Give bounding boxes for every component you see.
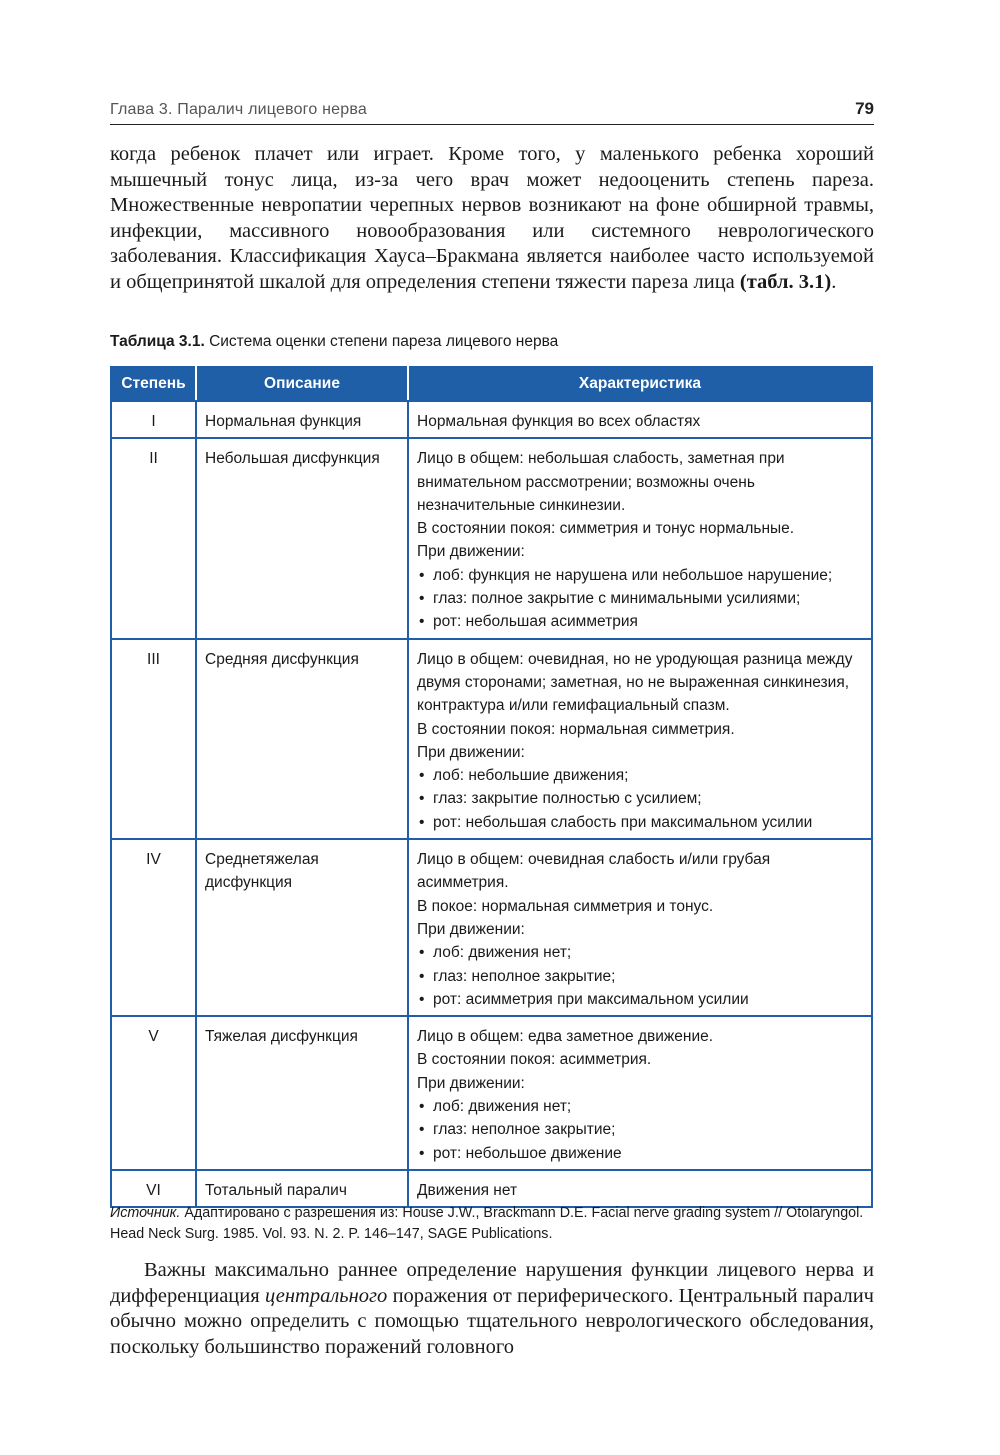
characteristic-bullet: • рот: небольшая слабость при максимальном усилии <box>417 811 863 834</box>
grading-table <box>110 366 873 1208</box>
table-row <box>111 1016 872 1170</box>
paragraph-intro <box>110 142 874 295</box>
table-caption <box>110 333 874 351</box>
paragraph-followup-part1: Важны максимально раннее определение нарушения функции лицевого нерва и дифференциация <box>110 1259 874 1307</box>
paragraph-followup <box>110 1258 874 1360</box>
characteristic-line: Лицо в общем: очевидная, но не уродующая разница между двумя сторонами; заметная, но не выраженная синкинезия, контрактура и/или гемифациальный спазм. <box>417 650 853 715</box>
characteristic-line: Лицо в общем: едва заметное движение. <box>417 1028 714 1046</box>
characteristic-line: Лицо в общем: небольшая слабость, заметная при внимательном рассмотрении; возможны очень незначительные синкинезии. <box>417 450 785 514</box>
cell-description: Тяжелая дисфункция <box>196 1016 408 1170</box>
table-caption-label: Таблица 3.1. <box>110 333 205 350</box>
cell-description: Среднетяжелая дисфункция <box>196 839 408 1016</box>
table-row <box>111 839 872 1016</box>
cell-description: Тотальный паралич <box>196 1170 408 1207</box>
characteristic-bullet: • лоб: движения нет; <box>417 1095 863 1118</box>
characteristic-line: При движении: <box>417 920 525 938</box>
characteristic-bullet: • глаз: закрытие полностью с усилием; <box>417 787 863 810</box>
table-caption-text: Система оценки степени пареза лицевого нерва <box>204 333 559 350</box>
cell-description: Средняя дисфункция <box>196 639 408 839</box>
characteristic-bullet: • рот: небольшая асимметрия <box>417 610 863 633</box>
characteristic-line: В состоянии покоя: нормальная симметрия. <box>417 720 735 738</box>
header-rule <box>110 124 874 125</box>
cell-description: Нормальная функция <box>196 401 408 438</box>
running-header <box>110 95 874 125</box>
cell-characteristic <box>408 639 872 839</box>
characteristic-bullet: • рот: небольшое движение <box>417 1142 863 1165</box>
characteristic-line: Нормальная функция во всех областях <box>417 413 701 430</box>
characteristic-bullet: • лоб: небольшие движения; <box>417 764 863 787</box>
paragraph-intro-text: когда ребенок плачет или играет. Кроме того, у маленького ребенка хороший мышечный тонус лица, из-за чего врач может недооценить степень пареза. Множественные невропатии черепных нервов возникают на фоне обширной травмы, инфекции, массивного новообразования или системного неврологического заболевания. Классификация Хауса–Бракмана является наиболее часто используемой и общепринятой шкалой для определения степени тяжести пареза лица <box>110 143 874 293</box>
characteristic-bullets <box>417 564 863 634</box>
cell-description: Небольшая дисфункция <box>196 438 408 638</box>
characteristic-bullet: • глаз: неполное закрытие; <box>417 965 863 988</box>
source-note <box>110 1203 874 1245</box>
paragraph-intro-end: . <box>831 270 837 293</box>
chapter-title: Глава 3. Паралич лицевого нерва <box>110 101 367 118</box>
header-degree: Степень <box>111 367 196 401</box>
cell-characteristic <box>408 401 872 438</box>
table-body <box>111 401 872 1207</box>
cell-characteristic <box>408 438 872 638</box>
table-row <box>111 438 872 638</box>
characteristic-bullet: • рот: асимметрия при максимальном усилии <box>417 988 863 1011</box>
characteristic-bullets <box>417 941 863 1011</box>
source-label: Источник. <box>110 1205 181 1221</box>
cell-characteristic <box>408 1016 872 1170</box>
characteristic-line: При движении: <box>417 1074 525 1092</box>
table-row <box>111 1170 872 1207</box>
characteristic-line: В состоянии покоя: асимметрия. <box>417 1051 652 1069</box>
characteristic-line: Лицо в общем: очевидная слабость и/или грубая асимметрия. <box>417 851 771 892</box>
paragraph-followup-part2: поражения от периферического. Центральный паралич обычно можно определить с помощью тщательного неврологического обследования, поскольку большинство поражений головного <box>110 1284 874 1358</box>
characteristic-line: Движения нет <box>417 1181 518 1199</box>
table-row <box>111 401 872 438</box>
characteristic-line: В покое: нормальная симметрия и тонус. <box>417 897 714 915</box>
table-reference: (табл. 3.1) <box>739 270 832 293</box>
cell-degree: III <box>111 639 196 839</box>
cell-degree: VI <box>111 1170 196 1207</box>
header-characteristic: Характеристика <box>408 367 872 401</box>
characteristic-bullets <box>417 1095 863 1165</box>
table-header-row <box>111 367 872 401</box>
source-text: Адаптировано с разрешения из: House J.W., Brackmann D.E. Facial nerve grading system // Otolaryngol. Head Neck Surg. 1985. Vol. 93. N. 2. P. 146–147, SAGE Publications. <box>110 1205 864 1242</box>
characteristic-line: При движении: <box>417 743 525 761</box>
characteristic-bullets <box>417 764 863 834</box>
cell-degree: IV <box>111 839 196 1016</box>
characteristic-line: При движении: <box>417 543 525 561</box>
cell-degree: II <box>111 438 196 638</box>
paragraph-followup-italic: центрального <box>264 1284 388 1307</box>
cell-degree: I <box>111 401 196 438</box>
header-description: Описание <box>196 367 408 401</box>
cell-degree: V <box>111 1016 196 1170</box>
characteristic-bullet: • лоб: движения нет; <box>417 941 863 964</box>
characteristic-bullet: • глаз: неполное закрытие; <box>417 1118 863 1141</box>
table-row <box>111 639 872 839</box>
page-number: 79 <box>855 99 874 118</box>
characteristic-line: В состоянии покоя: симметрия и тонус нормальные. <box>417 520 795 538</box>
characteristic-bullet: • лоб: функция не нарушена или небольшое нарушение; <box>417 564 863 587</box>
cell-characteristic <box>408 1170 872 1207</box>
characteristic-bullet: • глаз: полное закрытие с минимальными усилиями; <box>417 587 863 610</box>
cell-characteristic <box>408 839 872 1016</box>
